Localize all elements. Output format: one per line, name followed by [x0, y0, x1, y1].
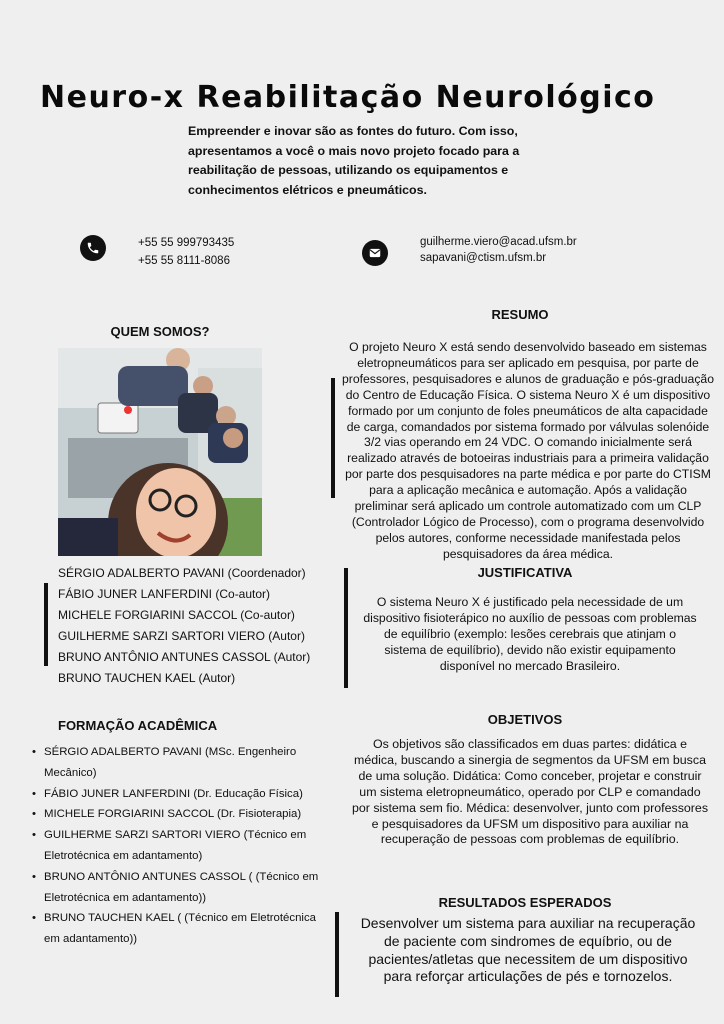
list-item: • FÁBIO JUNER LANFERDINI (Dr. Educação Física) — [32, 784, 332, 805]
justificativa-heading: JUSTIFICATIVA — [477, 565, 573, 580]
intro-text: Empreender e inovar são as fontes do futuro. Com isso, apresentamos a você o mais novo projeto focado para a reabilitação de pessoas, utilizando os equipamentos e conhecimentos elétricos e pneumáticos. — [188, 124, 520, 197]
objetivos-heading: OBJETIVOS — [487, 712, 563, 727]
list-item: GUILHERME SARZI SARTORI VIERO (Autor) — [58, 629, 305, 643]
members-divider — [44, 583, 48, 666]
list-item: • MICHELE FORGIARINI SACCOL (Dr. Fisioterapia) — [32, 804, 332, 825]
objetivos-text: Os objetivos são classificados em duas partes: didática e médica, buscando a sinergia de segmentos da UFSM em busca de uma solução. Didática: Como conceber, projetar e construir um sistema eletropneumático, operado por CLP e comandado por sistema sem fio. Médica: desenvolver, junto com professores e pesquisadores da UFSM um dispositivo para auxiliar na recuperação de pessoas com problemas de equilíbrio. — [351, 737, 709, 847]
email-addresses — [420, 234, 577, 266]
resultados-text: Desenvolver um sistema para auxiliar na recuperação de paciente com sindromes de equíbrio, ou de pacientes/atletas que necessitem de um dispositivo para reforçar articulações de pés e tornozelos. — [360, 915, 696, 985]
phone-numbers — [138, 234, 234, 270]
list-item: SÉRGIO ADALBERTO PAVANI (Coordenador) — [58, 566, 306, 580]
formacao-heading: FORMAÇÃO ACADÊMICA — [58, 718, 218, 733]
list-item: • BRUNO ANTÔNIO ANTUNES CASSOL ( (Técnico em Eletrotécnica em adantamento)) — [32, 867, 332, 909]
members-list — [58, 563, 310, 689]
page-title: Neuro-x Reabilitação Neurológico — [40, 80, 656, 115]
email-address[interactable]: guilherme.viero@acad.ufsm.br — [420, 236, 577, 248]
list-item: • BRUNO TAUCHEN KAEL ( (Técnico em Eletrotécnica em adantamento)) — [32, 908, 332, 950]
resultados-heading: RESULTADOS ESPERADOS — [438, 895, 612, 910]
phone-number: +55 55 999793435 — [138, 237, 235, 249]
phone-icon — [80, 235, 106, 261]
quem-somos-heading: QUEM SOMOS? — [110, 324, 210, 339]
email-address[interactable]: sapavani@ctism.ufsm.br — [420, 252, 547, 264]
resumo-text: O projeto Neuro X está sendo desenvolvido baseado em sistemas eletropneumáticos para ser aplicado em pesquisa, por parte de professores, pesquisadores e alunos de graduação e pós-graduação do Centro de Educação Física. O sistema Neuro X é um dispositivo formado por um conjunto de foles pneumáticos de alta capacidade de carga, comandados por sistema formado por válvulas solenóide 3/2 vias operando em 24 VDC. O comando inicialmente será realizado através de botoeiras industriais para a primeira validação por parte dos pesquisadores na parte médica e por parte do CTISM para a aplicação mecânica e automação. Após a validação preliminar será aplicado um controle automatizado com um CLP (Controlador Lógico de Processo), com o programa desenvolvido pelos autores, conforme necessidade manifestada pelos pesquisadores da área médica. — [342, 340, 714, 561]
list-item: MICHELE FORGIARINI SACCOL (Co-autor) — [58, 608, 295, 622]
team-photo — [58, 348, 262, 556]
justificativa-divider — [344, 568, 348, 688]
resultados-divider — [335, 912, 339, 997]
phone-number: +55 55 8111-8086 — [138, 255, 230, 267]
justificativa-text: O sistema Neuro X é justificado pela necessidade de um dispositivo fisioterápico no auxílio de pessoas com problemas de equilíbrio (exemplo: lesões cerebrais que atinjam o sistema de equilíbrio), devido não existir equipamento disponível no mercado Brasileiro. — [363, 595, 697, 673]
list-item: BRUNO TAUCHEN KAEL (Autor) — [58, 671, 236, 685]
resumo-heading: RESUMO — [491, 307, 549, 322]
list-item: FÁBIO JUNER LANFERDINI (Co-autor) — [58, 587, 271, 601]
resumo-divider — [331, 378, 335, 498]
list-item: • GUILHERME SARZI SARTORI VIERO (Técnico em Eletrotécnica em adantamento) — [32, 825, 332, 867]
email-icon — [362, 240, 388, 266]
list-item: • SÉRGIO ADALBERTO PAVANI (MSc. Engenheiro Mecânico) — [32, 742, 332, 784]
list-item: BRUNO ANTÔNIO ANTUNES CASSOL (Autor) — [58, 650, 311, 664]
formacao-list — [32, 742, 332, 950]
